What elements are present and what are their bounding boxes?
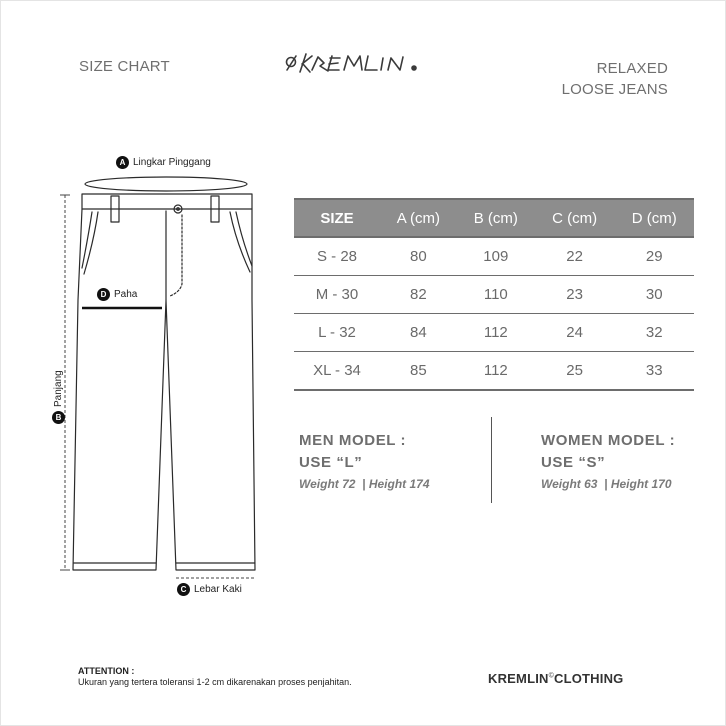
attention-note [78,666,352,688]
table-header-row [294,199,694,237]
table-row [294,352,694,391]
callout-a-badge: A [116,156,129,169]
cell-b: 112 [457,314,535,352]
callout-a-label: Lingkar Pinggang [133,157,211,168]
callout-hem [177,583,242,596]
cell-b: 112 [457,352,535,391]
cell-a: 84 [380,314,457,352]
men-model-title: MEN MODEL : [299,432,407,449]
cell-d: 30 [614,276,694,314]
header-b: B (cm) [457,199,535,237]
cell-size: S - 28 [294,237,380,276]
women-model-title: WOMEN MODEL : [541,432,676,449]
product-title [562,58,668,100]
cell-a: 85 [380,352,457,391]
cell-size: L - 32 [294,314,380,352]
footer-brand [488,671,623,686]
men-model-stats: Weight 72 | Height 174 [299,477,430,491]
cell-c: 24 [535,314,615,352]
women-model-stats: Weight 63 | Height 170 [541,477,672,491]
cell-d: 33 [614,352,694,391]
product-title-line2: LOOSE JEANS [561,81,668,98]
product-title-line1: RELAXED [596,60,668,77]
header-d: D (cm) [614,199,694,237]
table-row [294,314,694,352]
cell-size: M - 30 [294,276,380,314]
women-model-size: USE “S” [541,454,606,471]
cell-c: 22 [535,237,615,276]
cell-a: 80 [380,237,457,276]
callout-b-label: Panjang [53,370,64,407]
cell-b: 110 [457,276,535,314]
footer-brand-suffix: CLOTHING [553,671,624,686]
cell-size: XL - 34 [294,352,380,391]
size-table [294,198,694,391]
cell-c: 25 [535,352,615,391]
kremlin-logo [282,48,442,87]
size-chart-title: SIZE CHART [79,58,170,75]
cell-a: 82 [380,276,457,314]
cell-d: 29 [614,237,694,276]
men-model-info [299,430,430,494]
callout-c-label: Lebar Kaki [194,584,242,595]
callout-b-badge: B [52,411,65,424]
header-c: C (cm) [535,199,615,237]
cell-c: 23 [535,276,615,314]
header-size: SIZE [294,199,380,237]
waist-measure-ellipse [85,177,247,191]
callout-d-badge: D [97,288,110,301]
footer-brand-name: KREMLIN [488,671,549,686]
callout-waist [116,156,211,169]
cell-b: 109 [457,237,535,276]
callout-c-badge: C [177,583,190,596]
callout-length [52,370,65,424]
cell-d: 32 [614,314,694,352]
table-row [294,237,694,276]
jeans-technical-drawing [0,0,300,600]
attention-text: Ukuran yang tertera toleransi 1-2 cm dikarenakan proses penjahitan. [78,677,352,687]
callout-d-label: Paha [114,289,138,300]
attention-title: ATTENTION : [78,666,135,676]
copyright-mark: © [548,672,554,680]
men-model-size: USE “L” [299,454,363,471]
header-a: A (cm) [380,199,457,237]
women-model-info [541,430,675,494]
callout-thigh [97,288,137,301]
model-divider [491,417,492,503]
table-row [294,276,694,314]
